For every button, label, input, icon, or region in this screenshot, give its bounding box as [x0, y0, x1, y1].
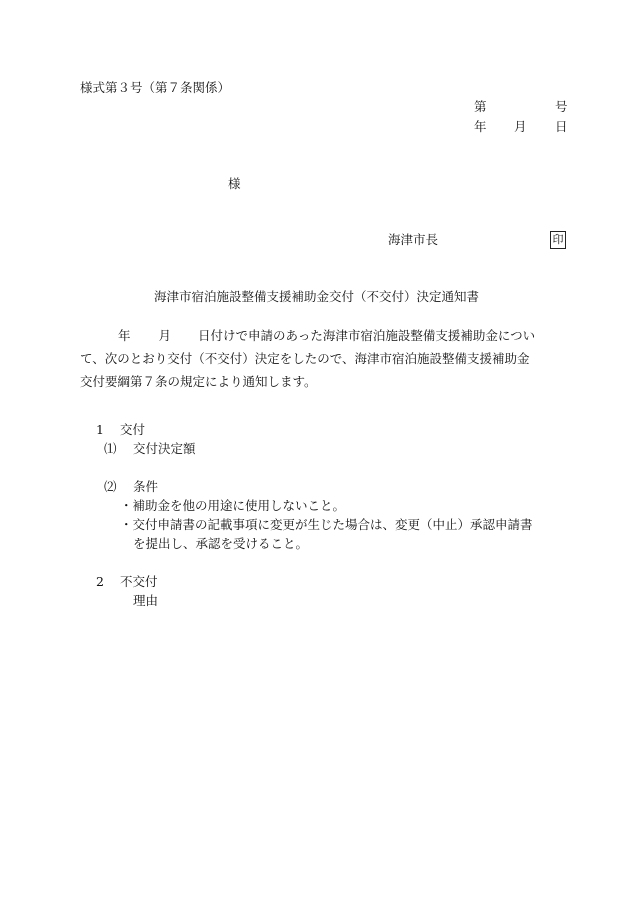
- intro-line-2: て、次のとおり交付（不交付）決定をしたので、海津市宿泊施設整備支援補助金: [80, 351, 530, 366]
- grant-amount-label: 交付決定額: [133, 441, 196, 456]
- grant-amount-marker: ⑴: [104, 441, 117, 456]
- section-1-number: 1: [96, 422, 104, 437]
- intro-date-year: 年: [118, 328, 131, 343]
- section-2-label: 不交付: [120, 574, 158, 589]
- date-month: 月: [514, 119, 527, 134]
- issuer: 海津市長: [388, 232, 439, 247]
- nongrant-reason-label: 理由: [133, 593, 159, 608]
- condition-item-2: ・交付申請書の記載事項に変更が生じた場合は、変更（中止）承認申請書: [120, 517, 533, 532]
- intro-line-1-rest: 日付けで申請のあった海津市宿泊施設整備支援補助金につい: [198, 328, 536, 343]
- intro-paragraph: [80, 324, 575, 393]
- section-2-number: 2: [96, 574, 104, 589]
- intro-line-1: [80, 324, 575, 347]
- date-day: 日: [555, 119, 568, 134]
- conditions-marker: ⑵: [104, 479, 117, 494]
- doc-number-prefix: 第: [474, 99, 487, 114]
- condition-item-1: ・補助金を他の用途に使用しないこと。: [120, 498, 346, 513]
- form-label: 様式第３号（第７条関係）: [80, 80, 231, 95]
- intro-date-month: 月: [158, 328, 172, 343]
- intro-line-3: 交付要綱第７条の規定により通知します。: [80, 374, 317, 389]
- addressee-honorific: 様: [228, 176, 241, 191]
- seal-mark: 印: [550, 231, 566, 249]
- section-1-label: 交付: [120, 422, 146, 437]
- date-year: 年: [474, 119, 487, 134]
- condition-item-2-continuation: を提出し、承認を受けること。: [133, 536, 309, 551]
- document-title: 海津市宿泊施設整備支援補助金交付（不交付）決定通知書: [154, 289, 480, 304]
- conditions-label: 条件: [133, 479, 159, 494]
- doc-number-suffix: 号: [555, 99, 568, 114]
